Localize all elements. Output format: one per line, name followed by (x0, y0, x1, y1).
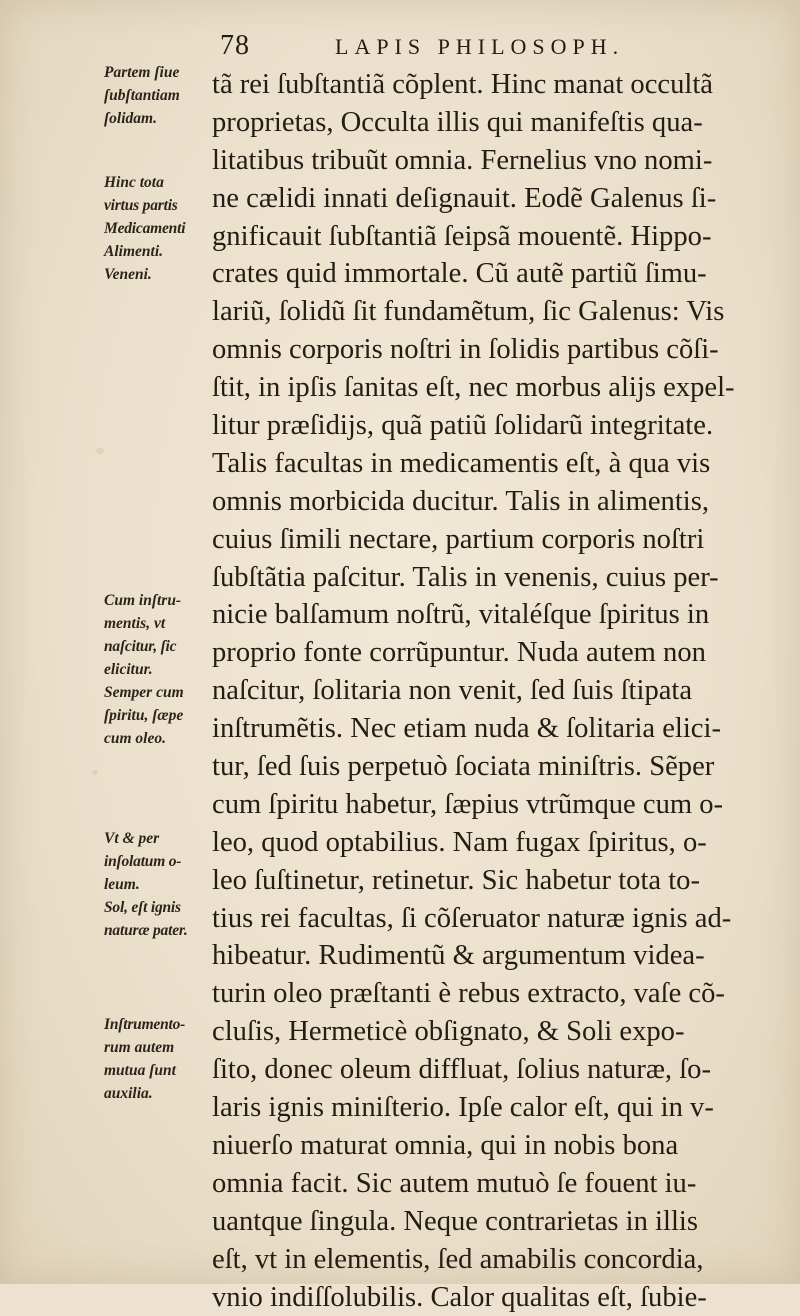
margin-note-line: elicitur. (104, 661, 153, 679)
running-title: LAPIS PHILOSOPH. (335, 34, 624, 60)
margin-note-line: ſolidam. (104, 110, 157, 128)
text-line: proprio fonte corrũpuntur. Nuda autem non (212, 634, 772, 672)
margin-note-line: Inſtrumento- (104, 1016, 185, 1034)
margin-note-line: naturæ pater. (104, 922, 188, 940)
text-line: inſtrumẽtis. Nec etiam nuda & ſolitaria elici- (212, 710, 772, 748)
text-line: Talis facultas in medicamentis eſt, à qua vis (212, 445, 772, 483)
text-line: tur, ſed ſuis perpetuò ſociata miniſtris. Sẽper (212, 748, 772, 786)
text-line: cuius ſimili nectare, partium corporis noſtri (212, 521, 772, 559)
margin-note-line: Vt & per (104, 830, 159, 848)
text-line: eſt, vt in elementis, ſed amabilis concordia, (212, 1241, 772, 1279)
margin-note-line: ſpiritu, ſæpe (104, 707, 183, 725)
text-line: omnia facit. Sic autem mutuò ſe fouent iu- (212, 1165, 772, 1203)
page-header (220, 30, 700, 66)
text-line: uantque ſingula. Neque contrarietas in illis (212, 1203, 772, 1241)
margin-note-line: ſubſtantiam (104, 87, 180, 105)
text-line: omnis morbicida ducitur. Talis in alimentis, (212, 483, 772, 521)
margin-note-line: naſcitur, ſic (104, 638, 176, 656)
margin-note-line: cum oleo. (104, 730, 166, 748)
margin-note-line: auxilia. (104, 1085, 153, 1103)
margin-note-line: Hinc tota (104, 174, 164, 192)
margin-note-line: Medicamenti (104, 220, 185, 238)
text-line: naſcitur, ſolitaria non venit, ſed ſuis ſtipata (212, 672, 772, 710)
text-line: lariũ, ſolidũ ſit fundamẽtum, ſic Galenus: Vis (212, 293, 772, 331)
margin-note-line: Semper cum (104, 684, 184, 702)
text-line: leo, quod optabilius. Nam fugax ſpiritus, o- (212, 824, 772, 862)
margin-note-line: Partem ſiue (104, 64, 179, 82)
text-line: cum ſpiritu habetur, ſæpius vtrũmque cum o- (212, 786, 772, 824)
text-line: litatibus tribuũt omnia. Fernelius vno nomi- (212, 142, 772, 180)
paper-stain (96, 448, 104, 454)
text-line: ſito, donec oleum diffluat, ſolius naturæ, ſo- (212, 1051, 772, 1089)
text-line: ſubſtãtia paſcitur. Talis in venenis, cuius per- (212, 559, 772, 597)
text-line: ne cælidi innati deſignauit. Eodẽ Galenus ſi- (212, 180, 772, 218)
margin-note-line: rum autem (104, 1039, 174, 1057)
margin-note-line: Veneni. (104, 266, 152, 284)
text-line: omnis corporis noſtri in ſolidis partibus cõſi- (212, 331, 772, 369)
text-line: tius rei facultas, ſi cõſeruator naturæ ignis ad- (212, 900, 772, 938)
text-line: laris ignis miniſterio. Ipſe calor eſt, qui in v- (212, 1089, 772, 1127)
text-line: turin oleo præſtanti è rebus extracto, vaſe cõ- (212, 975, 772, 1013)
margin-note-line: Cum inſtru- (104, 592, 181, 610)
margin-note-line: Alimenti. (104, 243, 163, 261)
text-line: niuerſo maturat omnia, qui in nobis bona (212, 1127, 772, 1165)
text-line: vnio indiſſolubilis. Calor qualitas eſt, ſubie- (212, 1279, 772, 1316)
text-line: litur præſidijs, quã patiũ ſolidarũ integritate. (212, 407, 772, 445)
text-line: leo ſuſtinetur, retinetur. Sic habetur tota to- (212, 862, 772, 900)
page-number: 78 (220, 30, 250, 62)
margin-note-line: virtus partis (104, 197, 178, 215)
text-line: tã rei ſubſtantiã cõplent. Hinc manat occultã (212, 66, 772, 104)
text-line: nicie balſamum noſtrũ, vitaléſque ſpiritus in (212, 596, 772, 634)
margin-note-line: Sol, eſt ignis (104, 899, 181, 917)
margin-note-line: inſolatum o- (104, 853, 181, 871)
text-line: proprietas, Occulta illis qui manifeſtis qua- (212, 104, 772, 142)
text-line: hibeatur. Rudimentũ & argumentum videa- (212, 937, 772, 975)
margin-note-line: mutua ſunt (104, 1062, 176, 1080)
text-line: gnificauit ſubſtantiã ſeipsã mouentẽ. Hippo- (212, 218, 772, 256)
paper-stain (92, 770, 98, 775)
text-line: crates quid immortale. Cũ autẽ partiũ ſimu- (212, 255, 772, 293)
text-line: cluſis, Hermeticè obſignato, & Soli expo- (212, 1013, 772, 1051)
margin-note-line: mentis, vt (104, 615, 165, 633)
text-line: ſtit, in ipſis ſanitas eſt, nec morbus alijs expel- (212, 369, 772, 407)
margin-note-line: leum. (104, 876, 140, 894)
main-text-block (212, 66, 772, 1316)
